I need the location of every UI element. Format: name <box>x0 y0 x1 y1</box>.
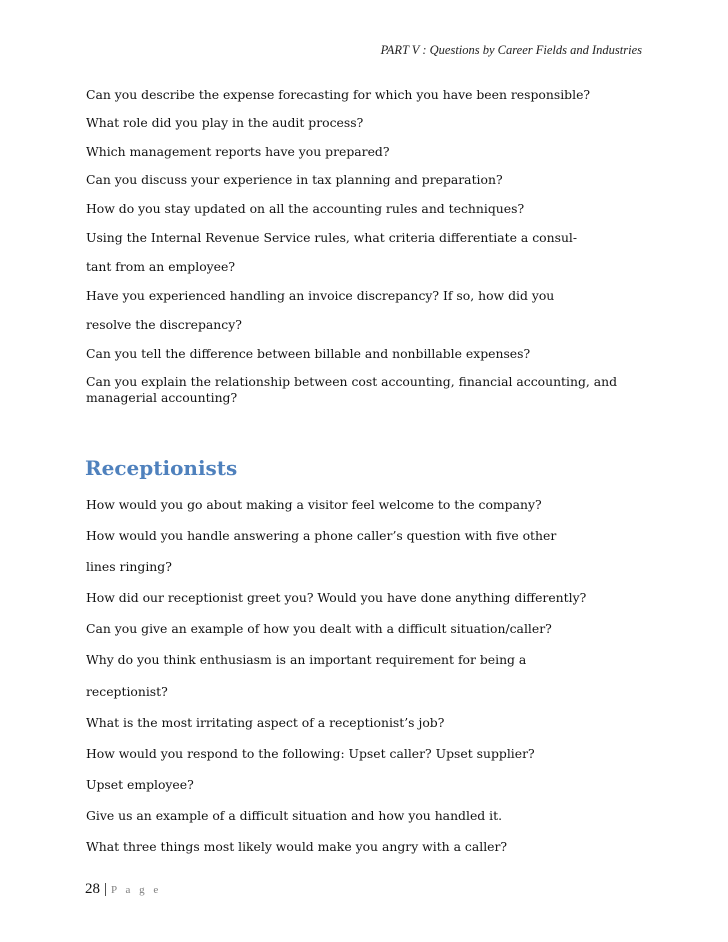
question-line: Upset employee? <box>86 777 194 792</box>
question-line: Why do you think enthusiasm is an important requirement for being a <box>86 652 527 667</box>
question-line: tant from an employee? <box>86 259 235 274</box>
question-line: lines ringing? <box>86 559 172 574</box>
page-label: P a g e <box>111 884 162 896</box>
question-line: Can you discuss your experience in tax planning and preparation? <box>86 172 503 187</box>
question-line: resolve the discrepancy? <box>86 317 242 332</box>
question-line: How do you stay updated on all the accounting rules and techniques? <box>86 201 525 216</box>
footer-separator: | <box>104 881 108 897</box>
question-line: What role did you play in the audit process? <box>86 115 364 130</box>
question-line: Using the Internal Revenue Service rules, what criteria differentiate a consul- <box>86 230 578 245</box>
question-line: receptionist? <box>86 684 168 699</box>
section-heading: Receptionists <box>85 456 238 480</box>
question-line: managerial accounting? <box>86 390 238 405</box>
question-line: How would you handle answering a phone caller’s question with five other <box>86 528 557 543</box>
question-line: Have you experienced handling an invoice discrepancy? If so, how did you <box>86 288 555 303</box>
question-line: What three things most likely would make you angry with a caller? <box>86 839 508 854</box>
question-line: How would you go about making a visitor feel welcome to the company? <box>86 497 542 512</box>
question-line: How did our receptionist greet you? Would you have done anything differently? <box>86 590 587 605</box>
page-footer <box>85 881 161 898</box>
question-line: Can you give an example of how you dealt with a difficult situation/caller? <box>86 621 552 636</box>
question-line: Which management reports have you prepared? <box>86 144 390 159</box>
running-header: PART V : Questions by Career Fields and Industries <box>380 43 642 57</box>
question-line: Give us an example of a difficult situation and how you handled it. <box>86 808 503 823</box>
question-line: Can you tell the difference between billable and nonbillable expenses? <box>86 346 531 361</box>
question-line: How would you respond to the following: Upset caller? Upset supplier? <box>86 746 535 761</box>
question-line: Can you explain the relationship between cost accounting, financial accounting, and <box>86 374 618 389</box>
question-line: Can you describe the expense forecasting for which you have been responsible? <box>86 87 591 102</box>
page-number: 28 <box>85 881 100 897</box>
question-line: What is the most irritating aspect of a receptionist’s job? <box>86 715 445 730</box>
